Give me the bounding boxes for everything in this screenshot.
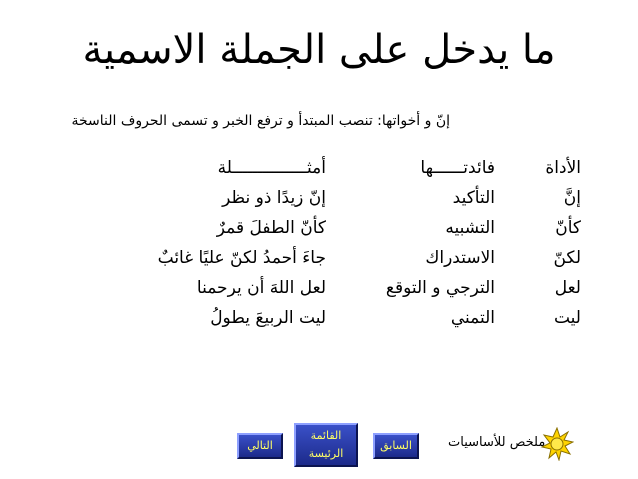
summary-link-label[interactable]: ملخص للأساسيات	[448, 435, 546, 450]
example-cell: إنّ زيدًا ذو نظر	[222, 188, 326, 208]
prev-button[interactable]: السابق	[373, 433, 419, 459]
table-row	[0, 188, 638, 218]
purpose-cell: التمني	[450, 308, 495, 328]
sun-icon[interactable]	[540, 427, 574, 461]
purpose-cell: الاستدراك	[425, 248, 495, 268]
tool-cell: كأنّ	[555, 218, 581, 238]
tool-cell: لكنّ	[553, 248, 581, 268]
main-menu-label-line2: الرئيسة	[308, 447, 344, 460]
table-row	[0, 308, 638, 338]
tool-cell: لعل	[554, 278, 581, 298]
next-button[interactable]: التالي	[237, 433, 283, 459]
table-row	[0, 278, 638, 308]
tools-table	[0, 158, 638, 338]
example-cell: لعل اللهَ أن يرحمنا	[196, 278, 326, 298]
header-purpose: فائدتــــــها	[420, 158, 495, 178]
example-cell: جاءَ أحمدُ لكنّ عليًا غائبٌ	[157, 248, 326, 268]
tool-cell: إنَّ	[563, 188, 581, 208]
subtitle: إنّ و أخواتها: تنصب المبتدأ و ترفع الخبر و تسمى الحروف الناسخة	[71, 113, 450, 129]
header-examples: أمثـــــــــــــــلة	[217, 158, 326, 178]
main-menu-label-line1: القائمة	[310, 429, 342, 442]
example-cell: كأنّ الطفلَ قمرٌ	[216, 218, 326, 238]
example-cell: ليت الربيعَ يطولُ	[210, 308, 326, 328]
purpose-cell: التأكيد	[452, 188, 495, 208]
header-tool: الأداة	[545, 158, 581, 178]
table-header	[0, 158, 638, 188]
purpose-cell: التشبيه	[445, 218, 495, 238]
page-title: ما يدخل على الجملة الاسمية	[82, 27, 556, 73]
purpose-cell: الترجي و التوقع	[385, 278, 495, 298]
table-row	[0, 248, 638, 278]
tool-cell: ليت	[553, 308, 581, 328]
table-row	[0, 218, 638, 248]
main-menu-button[interactable]	[294, 423, 358, 467]
